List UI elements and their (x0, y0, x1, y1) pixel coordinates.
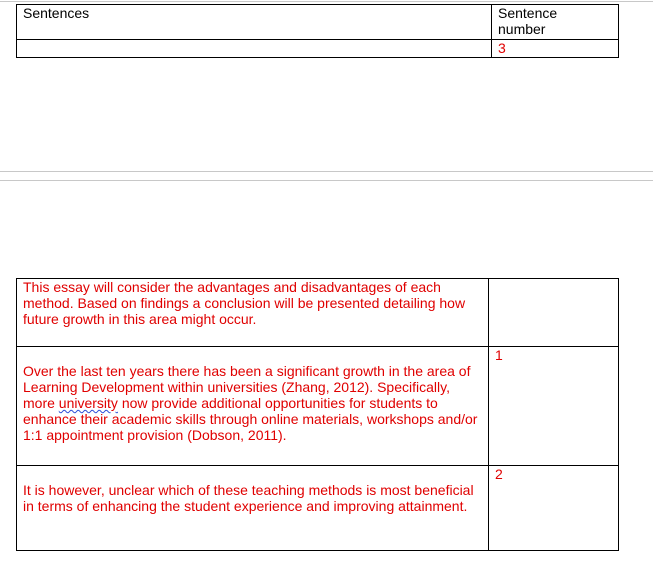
sentence-number-header-cell[interactable] (492, 5, 619, 40)
table-row (17, 347, 619, 466)
sentence-text: This essay will consider the advantages and disadvantages of each method. Based on findings a conclusion will be presented detailing how future growth in this area might occur. (23, 279, 466, 327)
sentences-header-label: Sentences (23, 5, 90, 21)
sentence-number-header-line1: Sentence (498, 5, 558, 21)
sentence-number-value: 2 (495, 466, 503, 482)
header-table (16, 4, 619, 58)
sentence-number-value: 3 (498, 40, 506, 56)
page-break-line-lower (0, 180, 653, 181)
blank-line (23, 347, 482, 363)
sentence-text-part1: Over the last ten years there has been a significant growth in the area of Learning Development within universities (Zhang, 2012). Specifically, more (23, 363, 471, 411)
page-break-line-upper (0, 171, 653, 172)
sentence-cell[interactable] (17, 466, 489, 551)
table-row (17, 279, 619, 347)
page-top-edge (0, 1, 653, 2)
sentence-number-cell[interactable] (489, 279, 619, 347)
sentence-number-value: 1 (495, 347, 503, 363)
sentence-cell[interactable] (17, 279, 489, 347)
table-row (17, 40, 619, 58)
sentences-table (16, 278, 619, 551)
sentence-number-header-line2: number (498, 21, 546, 37)
sentence-text: It is however, unclear which of these teaching methods is most beneficial in terms of enhancing the student experience and improving attainment. (23, 482, 474, 514)
sentence-cell[interactable] (17, 347, 489, 466)
blank-line (23, 466, 482, 482)
table-row (17, 466, 619, 551)
sentence-text-part2: now provide additional opportunities for students to enhance their academic skills through online materials, workshops and/or 1:1 appointment provision (Dobson, 2011). (23, 395, 478, 443)
sentence-number-cell[interactable] (489, 466, 619, 551)
sentence-cell[interactable] (17, 40, 492, 58)
header-row (17, 5, 619, 40)
sentence-number-cell[interactable] (489, 347, 619, 466)
spellcheck-flagged-word[interactable]: university (58, 395, 118, 411)
sentence-number-cell[interactable] (492, 40, 619, 58)
sentences-header-cell[interactable] (17, 5, 492, 40)
